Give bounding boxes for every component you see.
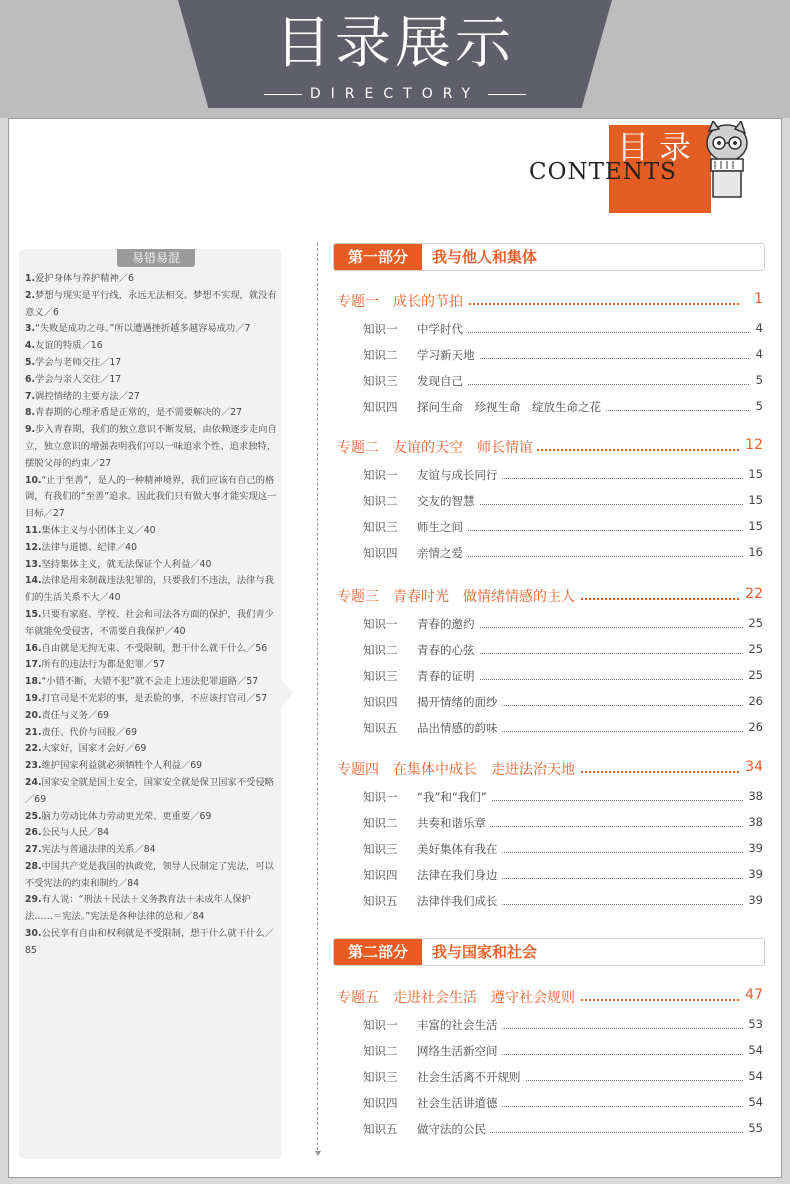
mistake-item-text: 自由就是无拘无束、不受限制，想干什么就干什么／56 [41, 642, 268, 654]
header-banner [0, 0, 790, 118]
common-mistakes-tab: 易错易混 [117, 249, 195, 267]
panel-pointer-arrow [281, 679, 293, 707]
mistake-item [25, 657, 277, 674]
knowledge-label: 知识二 [363, 815, 406, 831]
knowledge-title: 做守法的公民 [417, 1121, 490, 1137]
mistake-item-number: 13. [25, 558, 42, 570]
part-one-header [333, 243, 765, 271]
mistake-item-number: 14. [25, 575, 42, 587]
mistake-item-number: 2. [25, 289, 36, 301]
knowledge-title: 学习新天地 [417, 347, 479, 363]
knowledge-page: 5 [752, 373, 763, 387]
mistake-item-text: 青春期的心理矛盾是正常的，是不需要解决的／27 [35, 407, 243, 419]
knowledge-page: 4 [752, 347, 763, 361]
knowledge-row[interactable] [363, 467, 763, 487]
knowledge-row[interactable] [363, 399, 763, 419]
mistake-item-number: 23. [25, 760, 42, 772]
knowledge-label: 知识四 [363, 694, 406, 710]
mistake-item-text: 只要有家庭、学校、社会和司法各方面的保护，我们青少年就能免受侵害，不需要自我保护／40 [25, 608, 274, 637]
mistake-item-text: “失败是成功之母。”所以遭遇挫折越多越容易成功／7 [35, 323, 251, 335]
topic-page: 22 [741, 586, 763, 602]
knowledge-page: 15 [744, 493, 763, 507]
knowledge-title: 社会生活离不开规则 [417, 1069, 525, 1085]
mistake-item-text: 集体主义与小团体主义／40 [41, 524, 156, 536]
mistake-item [25, 372, 277, 389]
knowledge-row[interactable] [363, 1043, 763, 1063]
knowledge-label: 知识四 [363, 545, 406, 561]
mistake-item-text: 打官司是不光彩的事，是丢脸的事，不应该打官司／57 [41, 692, 268, 704]
knowledge-row[interactable] [363, 815, 763, 835]
knowledge-page: 25 [744, 642, 763, 656]
mistake-item-number: 10. [25, 474, 42, 486]
topic-row[interactable] [337, 987, 763, 1009]
mistake-item-text: 坚持集体主义，就无法保证个人利益／40 [41, 558, 212, 570]
knowledge-title: 探问生命 珍视生命 绽放生命之花 [417, 399, 605, 415]
topic-title: 专题二 友谊的天空 师长情谊 [337, 437, 537, 457]
mistake-item-text: 学会与亲人交往／17 [35, 373, 122, 385]
mistake-item [25, 338, 277, 355]
knowledge-page: 53 [744, 1017, 763, 1031]
common-mistakes-list [25, 271, 277, 960]
mistake-item-text: 步入青春期，我们的独立意识不断发展，由依赖逐步走向自立，独立意识的增强表明我们可以一味追求个性、追求独特，摆脱父母的约束／27 [25, 424, 277, 469]
part-one-title: 我与他人和集体 [432, 248, 538, 266]
knowledge-row[interactable] [363, 789, 763, 809]
mistake-item-number: 15. [25, 608, 42, 620]
mistake-item-number: 11. [25, 524, 42, 536]
topic-page: 12 [741, 437, 763, 453]
mistake-item-number: 3. [25, 323, 36, 335]
knowledge-row[interactable] [363, 694, 763, 714]
mistake-item-text: 法律是用来制裁违法犯罪的，只要我们不违法，法律与我们的生活关系不大／40 [25, 575, 274, 604]
knowledge-title: 青春的邀约 [417, 616, 479, 632]
mistake-item-number: 29. [25, 894, 42, 906]
knowledge-row[interactable] [363, 1121, 763, 1141]
mistake-item-number: 9. [25, 424, 36, 436]
topic-page: 47 [741, 987, 763, 1003]
knowledge-page: 5 [752, 399, 763, 413]
mistake-item [25, 691, 277, 708]
mistake-item-text: 学会与老师交往／17 [35, 356, 122, 368]
knowledge-label: 知识一 [363, 467, 406, 483]
knowledge-label: 知识四 [363, 399, 406, 415]
topic-row[interactable] [337, 759, 763, 781]
knowledge-title: 社会生活讲道德 [417, 1095, 502, 1111]
mistake-item [25, 775, 277, 809]
mistake-item [25, 825, 277, 842]
knowledge-page: 26 [744, 694, 763, 708]
mistake-item-number: 20. [25, 709, 42, 721]
knowledge-page: 39 [744, 893, 763, 907]
knowledge-label: 知识二 [363, 642, 406, 658]
mistake-item [25, 607, 277, 641]
knowledge-row[interactable] [363, 519, 763, 539]
page-subtitle: DIRECTORY [0, 86, 790, 102]
knowledge-label: 知识三 [363, 519, 406, 535]
topic-title: 专题五 走进社会生活 遵守社会规则 [337, 987, 579, 1007]
mistake-item [25, 842, 277, 859]
mistake-item-number: 7. [25, 390, 36, 402]
topic-row[interactable] [337, 586, 763, 608]
part-two-header [333, 938, 765, 966]
mistake-item-number: 24. [25, 776, 42, 788]
knowledge-title: 交友的智慧 [417, 493, 479, 509]
knowledge-row[interactable] [363, 493, 763, 513]
mistake-item [25, 674, 277, 691]
knowledge-row[interactable] [363, 642, 763, 662]
mistake-item [25, 758, 277, 775]
mistake-item-text: 责任与义务／69 [41, 709, 110, 721]
knowledge-row[interactable] [363, 373, 763, 393]
topic-title: 专题四 在集体中成长 走进法治天地 [337, 759, 579, 779]
knowledge-row[interactable] [363, 321, 763, 341]
mistake-item [25, 557, 277, 574]
mistake-item-number: 19. [25, 692, 42, 704]
topic-page: 1 [750, 291, 763, 307]
knowledge-label: 知识三 [363, 373, 406, 389]
knowledge-title: 共奏和谐乐章 [417, 815, 490, 831]
knowledge-title: 网络生活新空间 [417, 1043, 502, 1059]
knowledge-label: 知识二 [363, 493, 406, 509]
knowledge-label: 知识四 [363, 867, 406, 883]
mistake-item-text: 爱护身体与养护精神／6 [35, 273, 134, 284]
mistake-item-text: 所有的违法行为都是犯罪／57 [41, 659, 165, 671]
mistake-item [25, 859, 277, 893]
knowledge-row[interactable] [363, 1017, 763, 1037]
knowledge-row[interactable] [363, 668, 763, 688]
contents-en-label: CONTENTS [529, 159, 677, 185]
table-of-contents [317, 243, 767, 1163]
knowledge-row[interactable] [363, 545, 763, 565]
knowledge-title: 揭开情绪的面纱 [417, 694, 502, 710]
mistake-item-text: 脑力劳动比体力劳动更光荣、更重要／69 [41, 810, 212, 822]
common-mistakes-panel [19, 249, 281, 1159]
knowledge-title: 友谊与成长同行 [417, 467, 502, 483]
mistake-item [25, 741, 277, 758]
knowledge-page: 54 [744, 1043, 763, 1057]
mistake-item [25, 892, 277, 926]
knowledge-title: 丰富的社会生活 [417, 1017, 502, 1033]
knowledge-page: 38 [744, 815, 763, 829]
mistake-item-number: 28. [25, 860, 42, 872]
knowledge-label: 知识三 [363, 668, 406, 684]
knowledge-page: 54 [744, 1069, 763, 1083]
mistake-item-number: 8. [25, 407, 36, 419]
mistake-item-number: 6. [25, 373, 36, 385]
knowledge-page: 54 [744, 1095, 763, 1109]
knowledge-row[interactable] [363, 616, 763, 636]
part-one-tag: 第一部分 [334, 244, 422, 270]
mistake-item-text: 国家安全就是国土安全，国家安全就是保卫国家不受侵略／69 [25, 776, 274, 805]
mistake-item [25, 926, 277, 960]
cat-mascot-icon [699, 121, 753, 201]
topic-row[interactable] [337, 437, 763, 459]
contents-cn-label: 目 录 [617, 128, 692, 166]
content-panel [8, 118, 782, 1178]
mistake-item-number: 5. [25, 356, 36, 368]
knowledge-label: 知识三 [363, 1069, 406, 1085]
topic-row[interactable] [337, 291, 763, 313]
knowledge-title: 品出情感的韵味 [417, 720, 502, 736]
knowledge-label: 知识五 [363, 720, 406, 736]
mistake-item [25, 389, 277, 406]
knowledge-title: 师生之间 [417, 519, 467, 535]
knowledge-label: 知识一 [363, 616, 406, 632]
knowledge-page: 16 [744, 545, 763, 559]
knowledge-label: 知识五 [363, 893, 406, 909]
mistake-item [25, 405, 277, 422]
knowledge-title: 亲情之爱 [417, 545, 467, 561]
mistake-item [25, 355, 277, 372]
mistake-item [25, 271, 277, 288]
mistake-item [25, 321, 277, 338]
mistake-item-text: “小错不断，大错不犯”就不会走上违法犯罪道路／57 [41, 676, 259, 688]
knowledge-page: 15 [744, 519, 763, 533]
knowledge-page: 25 [744, 668, 763, 682]
mistake-item-number: 16. [25, 642, 42, 654]
knowledge-page: 4 [752, 321, 763, 335]
mistake-item-number: 12. [25, 541, 42, 553]
mistake-item-number: 17. [25, 659, 42, 671]
mistake-item-text: 梦想与现实是平行线，永远无法相交。梦想不实现，就没有意义／6 [25, 289, 277, 318]
knowledge-row[interactable] [363, 867, 763, 887]
mistake-item [25, 708, 277, 725]
part-two-title: 我与国家和社会 [432, 943, 538, 961]
knowledge-label: 知识一 [363, 1017, 406, 1033]
mistake-item [25, 725, 277, 742]
knowledge-title: “我”和“我们” [417, 789, 491, 805]
knowledge-title: 法律在我们身边 [417, 867, 502, 883]
knowledge-row[interactable] [363, 841, 763, 861]
knowledge-title: 青春的心弦 [417, 642, 479, 658]
knowledge-page: 38 [744, 789, 763, 803]
page-title: 目录展示 [275, 11, 515, 76]
mistake-item-number: 4. [25, 340, 36, 352]
knowledge-label: 知识三 [363, 841, 406, 857]
knowledge-label: 知识五 [363, 1121, 406, 1137]
topic-title: 专题一 成长的节拍 [337, 291, 467, 311]
mistake-item [25, 422, 277, 472]
mistake-item-text: 调控情绪的主要方法／27 [35, 390, 140, 402]
topic-page: 34 [741, 759, 763, 775]
knowledge-row[interactable] [363, 1095, 763, 1115]
knowledge-row[interactable] [363, 893, 763, 913]
mistake-item-text: 公民享有自由和权利就是不受限制，想干什么就干什么／85 [25, 928, 274, 956]
mistake-item-number: 25. [25, 810, 42, 822]
mistake-item [25, 473, 277, 523]
mistake-item [25, 523, 277, 540]
topic-title: 专题三 青春时光 做情绪情感的主人 [337, 586, 579, 606]
mistake-item [25, 540, 277, 557]
knowledge-page: 39 [744, 841, 763, 855]
knowledge-row[interactable] [363, 1069, 763, 1089]
timeline-line [317, 243, 318, 1155]
mistake-item-number: 18. [25, 676, 42, 688]
mistake-item-text: 中国共产党是我国的执政党，领导人民制定了宪法，可以不受宪法的约束和制约／84 [25, 860, 274, 889]
mistake-item-text: 宪法与普通法律的关系／84 [41, 844, 156, 856]
mistake-item [25, 809, 277, 826]
knowledge-label: 知识二 [363, 347, 406, 363]
mistake-item-number: 26. [25, 827, 42, 839]
knowledge-title: 美好集体有我在 [417, 841, 502, 857]
mistake-item-text: “止于至善”，是人的一种精神境界，我们应该有自己的格调，有我们的“至善”追求。因此我们只有做大事才能实现这一目标／27 [25, 474, 277, 520]
mistake-item-text: 有人说：“刑法＋民法＋义务教育法＋未成年人保护法……＝宪法。”宪法是各种法律的总和／84 [25, 894, 251, 923]
mistake-item-number: 1. [25, 273, 36, 284]
mistake-item-number: 27. [25, 844, 42, 856]
part-two-tag: 第二部分 [334, 939, 422, 965]
mistake-item [25, 288, 277, 322]
knowledge-page: 15 [744, 467, 763, 481]
knowledge-row[interactable] [363, 347, 763, 367]
knowledge-page: 25 [744, 616, 763, 630]
knowledge-title: 法律伴我们成长 [417, 893, 502, 909]
knowledge-label: 知识四 [363, 1095, 406, 1111]
mistake-item-number: 21. [25, 726, 42, 738]
knowledge-page: 55 [744, 1121, 763, 1135]
mistake-item-text: 维护国家利益就必须牺牲个人利益／69 [41, 760, 203, 772]
knowledge-label: 知识一 [363, 789, 406, 805]
mistake-item-text: 公民与人民／84 [41, 827, 110, 839]
mistake-item-text: 法律与道德、纪律／40 [41, 541, 137, 553]
mistake-item-number: 22. [25, 743, 42, 755]
knowledge-label: 知识一 [363, 321, 406, 337]
knowledge-title: 中学时代 [417, 321, 467, 337]
knowledge-row[interactable] [363, 720, 763, 740]
knowledge-label: 知识二 [363, 1043, 406, 1059]
knowledge-title: 青春的证明 [417, 668, 479, 684]
timeline-arrow [315, 1151, 321, 1156]
mistake-item-text: 责任、代价与回报／69 [41, 726, 137, 738]
mistake-item-text: 友谊的特质／16 [35, 340, 103, 352]
mistake-item-text: 大家好，国家才会好／69 [41, 743, 147, 755]
knowledge-page: 26 [744, 720, 763, 734]
mistake-item [25, 641, 277, 658]
knowledge-page: 39 [744, 867, 763, 881]
knowledge-title: 发现自己 [417, 373, 467, 389]
mistake-item-number: 30. [25, 928, 42, 940]
mistake-item [25, 573, 277, 607]
